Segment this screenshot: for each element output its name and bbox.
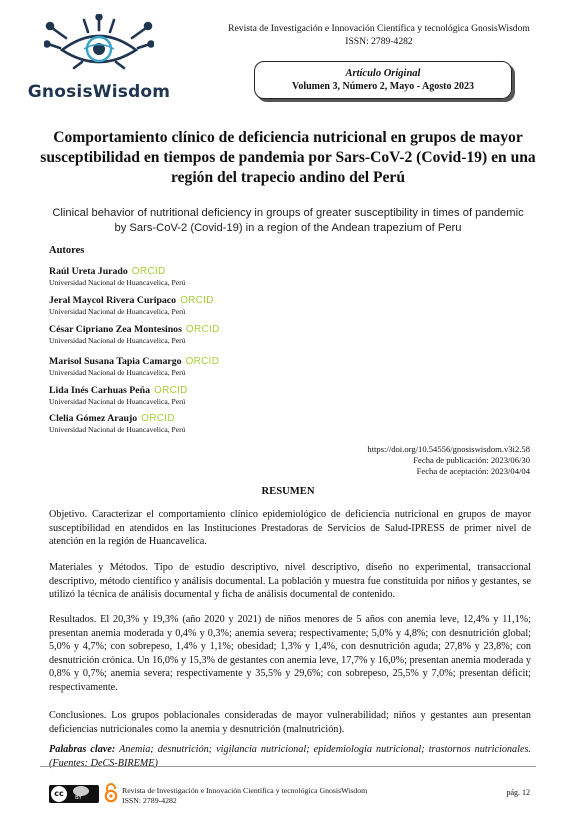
orcid-link[interactable]: ORCID <box>185 324 220 335</box>
open-access-icon <box>104 783 118 803</box>
issue-box <box>254 61 512 99</box>
page-number: pág. 12 <box>506 788 530 797</box>
footer-issn: ISSN: 2789-4282 <box>122 796 177 805</box>
author-entry <box>49 385 188 406</box>
author-entry <box>49 413 185 434</box>
article-meta <box>367 444 530 477</box>
footer-divider <box>40 766 536 767</box>
authors-heading: Autores <box>49 245 85 256</box>
logo-wordmark: GnosisWisdom <box>27 82 171 102</box>
journal-name: Revista de Investigación e Innovación Científica y tecnológica GnosisWisdom <box>228 23 530 34</box>
article-subtitle: Clinical behavior of nutritional deficiency in groups of greater susceptibility in times of pandemic by Sars-CoV-2 (Covid-19) in a region of the Andean trapezium of Peru <box>52 207 524 234</box>
author-affiliation: Universidad Nacional de Huancavelica, Perú <box>49 278 186 287</box>
orcid-link[interactable]: ORCID <box>180 295 214 306</box>
orcid-link[interactable]: ORCID <box>131 266 166 277</box>
volume-info: Volumen 3, Número 2, Mayo - Agosto 2023 <box>292 81 474 92</box>
author-name: Marisol Susana Tapia Camargo <box>49 356 182 367</box>
journal-issn: ISSN: 2789-4282 <box>345 36 413 47</box>
publication-date: Fecha de publicación: 2023/06/30 <box>413 455 530 465</box>
author-affiliation: Universidad Nacional de Huancavelica, Perú <box>49 307 186 316</box>
abstract-conclusions: Conclusiones. Los grupos poblacionales consideradas de mayor vulnerabilidad; niños y gestantes aun presentan deficiencias nutricionales como la anemia y desnutrición (malnutrición). <box>49 710 531 735</box>
author-name: Raúl Ureta Jurado <box>49 266 128 277</box>
orcid-link[interactable]: ORCID <box>141 413 175 424</box>
author-name: César Cipriano Zea Montesinos <box>49 324 182 335</box>
journal-logo <box>14 14 184 106</box>
author-affiliation: Universidad Nacional de Huancavelica, Perú <box>49 425 186 434</box>
author-entry <box>49 295 214 316</box>
author-entry <box>49 266 185 287</box>
author-entry <box>49 324 220 345</box>
author-affiliation: Universidad Nacional de Huancavelica, Perú <box>49 336 186 345</box>
article-title: Comportamiento clínico de deficiencia nutricional en grupos de mayor susceptibilidad en tiempos de pandemia por Sars-CoV-2 (Covid-19) en una región del trapecio andino del Perú <box>40 129 536 186</box>
by-label: BY <box>75 795 82 801</box>
author-affiliation: Universidad Nacional de Huancavelica, Perú <box>49 368 186 377</box>
author-entry <box>49 356 219 377</box>
footer-journal <box>122 786 367 806</box>
abstract-results: Resultados. El 20,3% y 19,3% (año 2020 y 2021) de niños menores de 5 años con anemia leve, 12,4% y 11,1%; presentan anemia moderada y 0,4% y 0,3%; anemia severa; respectivamente; 5,0% y 4,8%; con desnutrición global; 5,0% y 4,7%; con sobrepeso, 1,4% y 1,1%; obesidad; 1,3% y 1,4%, con desnutrición aguda; 27,8% y 23,8%; con desnutrición crónica. Un 16,0% y 15,3% de gestantes con anemia leve, 17,7% y 16,0%; presentan anemia moderada y 0,8% y 0,7%; anemia severa; respectivamente y 35,5% y 29,6%; con sobrepeso, 25,5% y 7,0%; presentan déficit; respectivamente. <box>49 614 531 693</box>
acceptance-date: Fecha de aceptación: 2023/04/04 <box>416 466 530 476</box>
author-affiliation: Universidad Nacional de Huancavelica, Perú <box>49 397 186 406</box>
article-type: Artículo Original <box>345 68 421 79</box>
eye-circuit-logo-icon <box>44 14 154 80</box>
abstract-methods: Materiales y Métodos. Tipo de estudio descriptivo, nivel descriptivo, diseño no experimental, transaccional descriptivo, método científico y análisis documental. La población y muestra fue constituida por niños y gestantes, se utilizó la técnica de análisis documental y ficha de análisis documental de contenido. <box>49 562 531 601</box>
journal-header <box>196 22 562 48</box>
author-name: Jeral Maycol Rivera Curipaco <box>49 295 177 306</box>
doi-link[interactable]: https://doi.org/10.54556/gnosiswisdom.v3i2.58 <box>367 444 530 454</box>
cc-icon: cc <box>51 786 67 802</box>
keywords-label: Palabras clave: <box>49 744 116 755</box>
abstract-heading: RESUMEN <box>261 486 315 497</box>
abstract-objective: Objetivo. Caracterizar el comportamiento clínico epidemiológico de deficiencia nutricional en grupos de mayor susceptibilidad en atendidos en las Instituciones Prestadoras de Servicios de Salud-IPRESS de primer nivel de atención en la región de Huancavelica. <box>49 509 531 548</box>
keywords-list: Anemia; desnutrición; vigilancia nutricional; epidemiología nutricional; trastornos nutricionales. (Fuentes: DeCS-BIREME) <box>49 744 531 769</box>
author-name: Clelia Gómez Araujo <box>49 413 138 424</box>
orcid-link[interactable]: ORCID <box>185 356 220 367</box>
cc-by-license-icon[interactable] <box>49 785 99 803</box>
footer-journal-name: Revista de Investigación e Innovación Científica y tecnológica GnosisWisdom <box>122 786 368 795</box>
orcid-link[interactable]: ORCID <box>153 385 188 396</box>
author-name: Lida Inés Carhuas Peña <box>49 385 150 396</box>
